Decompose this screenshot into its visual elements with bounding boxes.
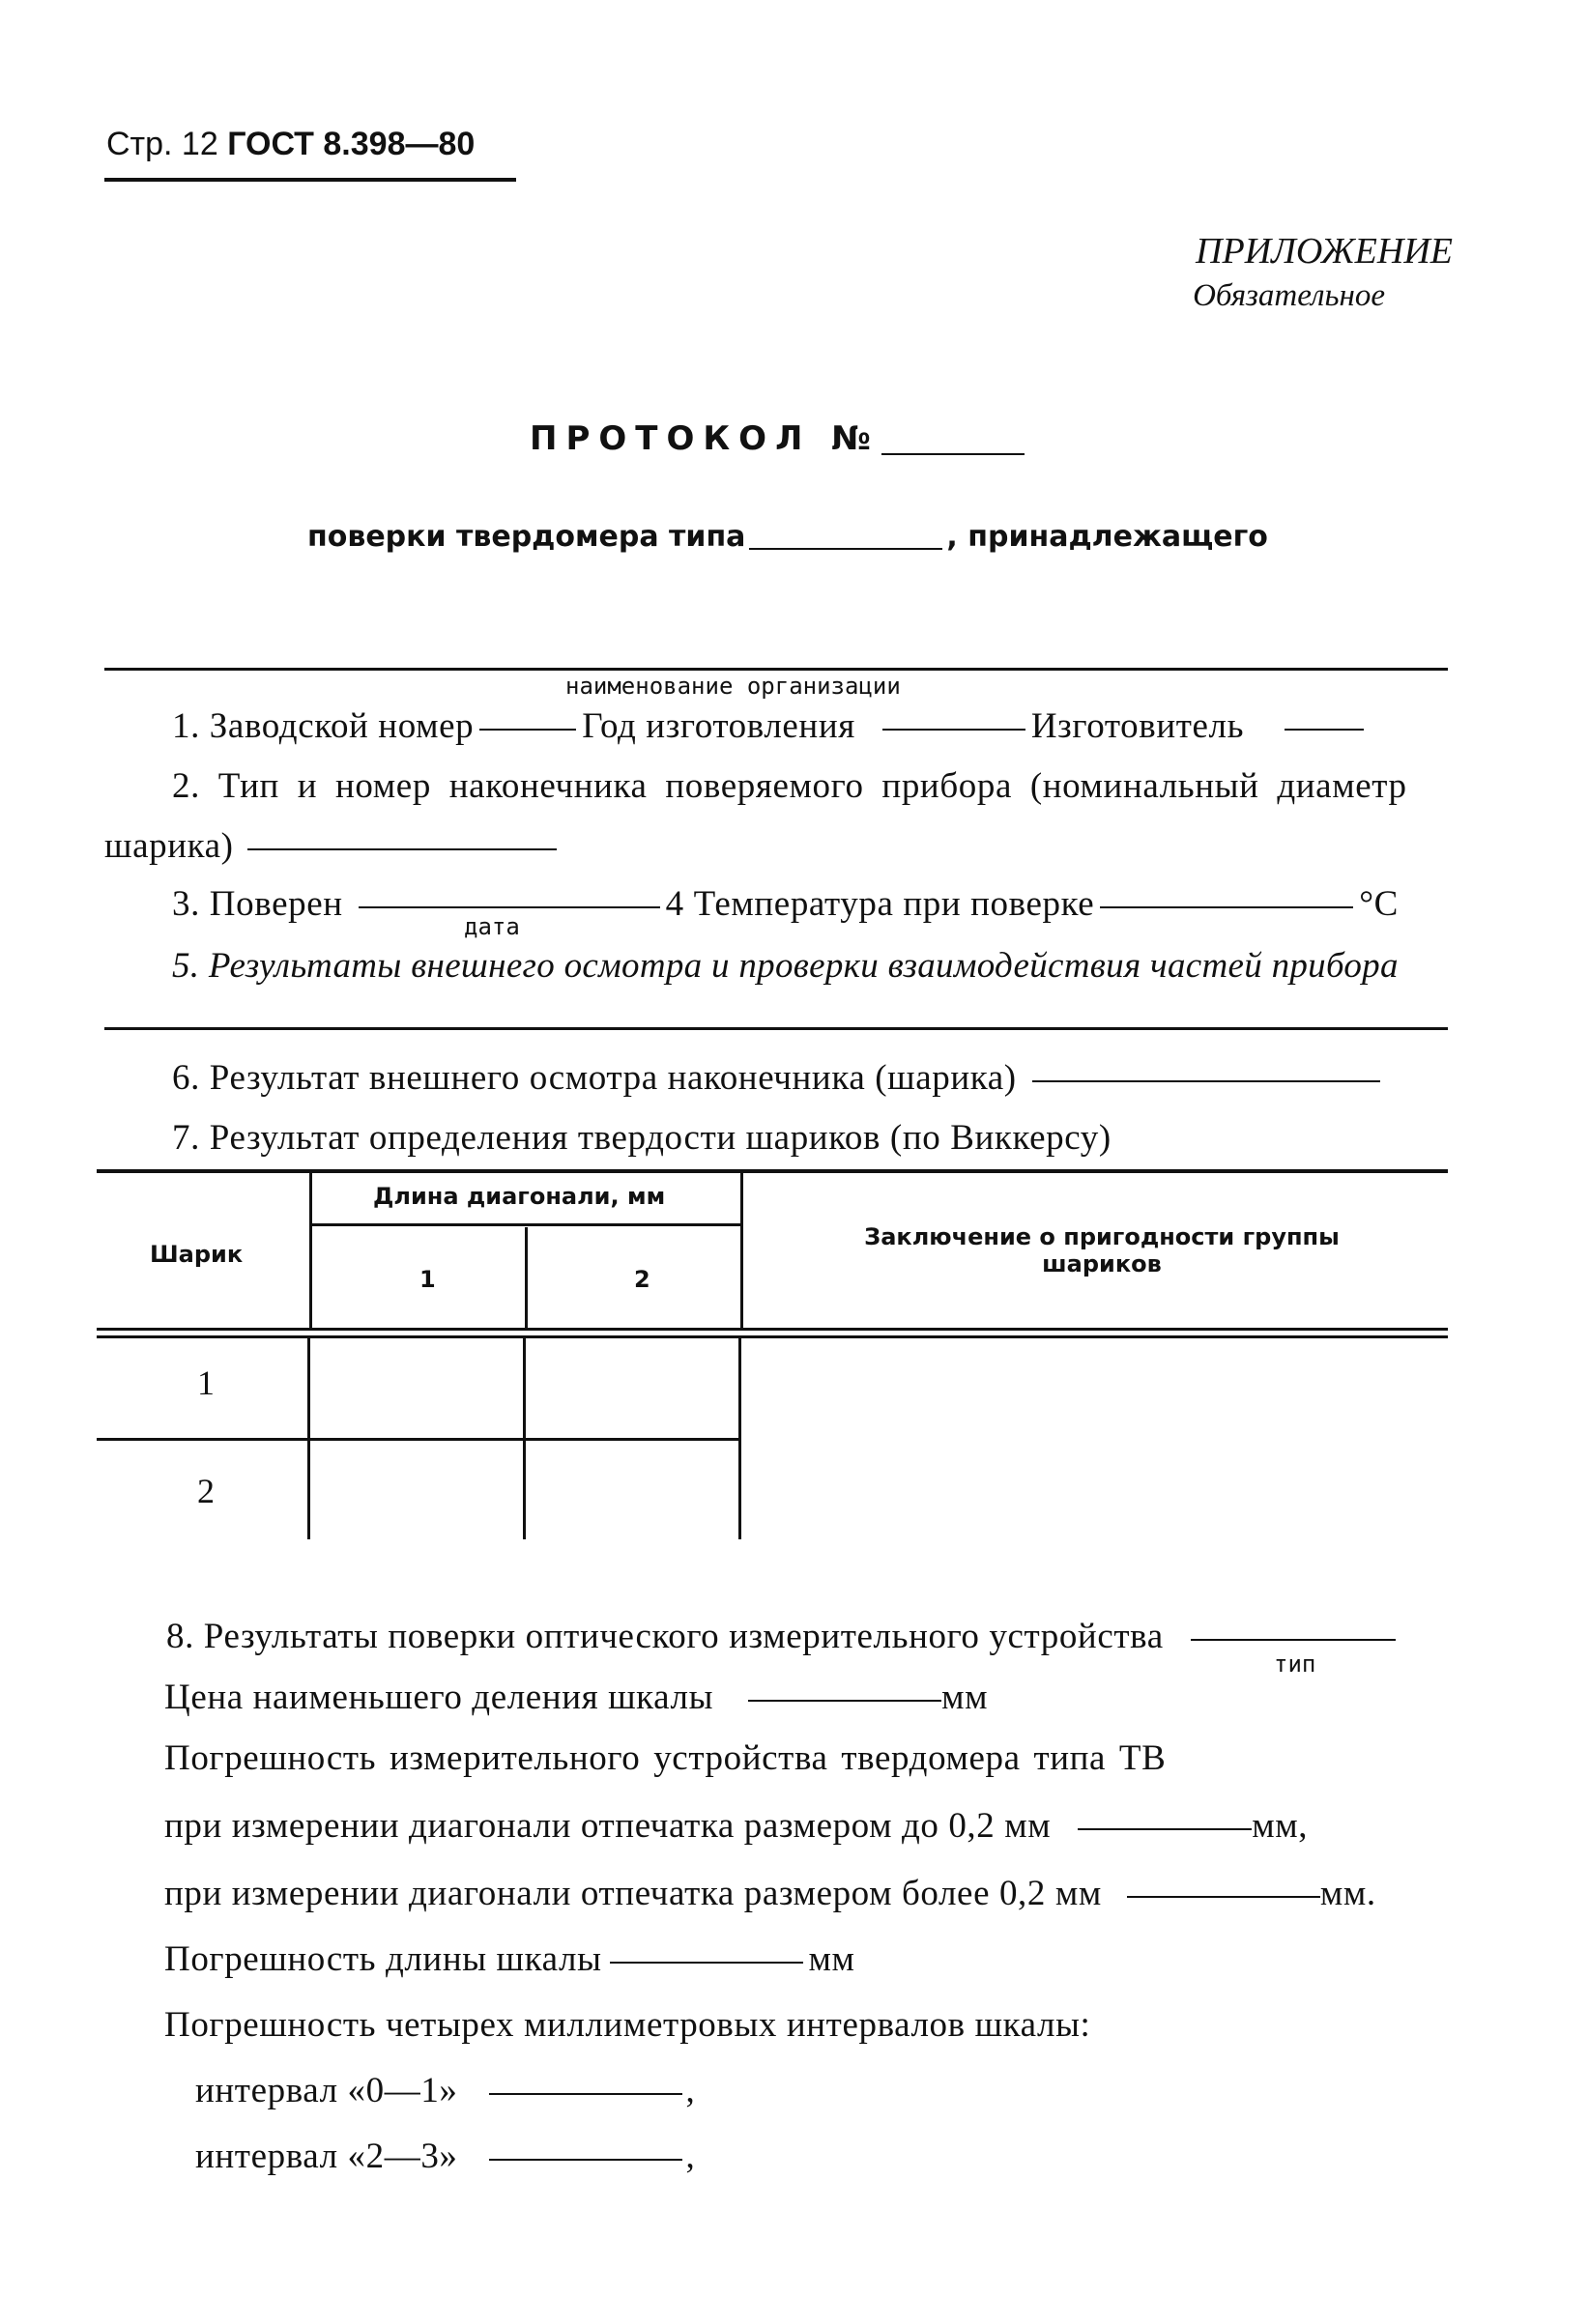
interval-23-comma: , xyxy=(685,2137,696,2176)
error-over-label: при измерении диагонали отпечатка размером более 0,2 мм xyxy=(164,1874,1102,1913)
col-conclusion-header: Заключение о пригодности группы шариков xyxy=(864,1223,1340,1277)
table-header-double-rule-b xyxy=(97,1335,1448,1338)
table-row-2-ball: 2 xyxy=(197,1472,215,1510)
protocol-title-text: ПРОТОКОЛ № xyxy=(530,419,881,458)
interval-01-row xyxy=(195,2070,695,2111)
scale-length-blank[interactable] xyxy=(610,1962,803,1964)
table-row-1-ball: 1 xyxy=(197,1363,215,1402)
page-label: Стр. 12 xyxy=(106,126,218,162)
interval-23-row xyxy=(195,2136,695,2177)
date-caption: дата xyxy=(464,913,520,940)
col-diagonal-sub-2: 2 xyxy=(634,1266,650,1293)
header-rule xyxy=(104,178,516,182)
optical-device-label: 8. Результаты поверки оптического измерительного устройства xyxy=(166,1617,1164,1656)
protocol-title xyxy=(530,419,1030,458)
verified-label: 3. Поверен xyxy=(172,884,343,924)
table-vline-2 xyxy=(740,1173,743,1328)
table-row-1-diag-2[interactable] xyxy=(527,1343,737,1436)
manufacture-year-blank[interactable] xyxy=(882,729,1025,731)
table-top-rule xyxy=(97,1169,1448,1173)
tip-inspection-blank[interactable] xyxy=(1032,1080,1380,1082)
device-type-blank[interactable] xyxy=(749,548,942,550)
table-conclusion-cell[interactable] xyxy=(742,1343,1438,1536)
scale-length-row xyxy=(164,1938,855,1980)
error-upto-label: при измерении диагонали отпечатка размером до 0,2 мм xyxy=(164,1806,1052,1846)
verified-date-blank[interactable] xyxy=(359,906,660,908)
table-subheader-rule xyxy=(312,1223,740,1226)
col-diagonal-sub-1: 1 xyxy=(419,1266,436,1293)
item-6-row xyxy=(172,1057,1386,1099)
organization-line[interactable] xyxy=(104,668,1448,671)
tip-type-blank[interactable] xyxy=(247,848,557,850)
error-over-blank[interactable] xyxy=(1127,1896,1320,1898)
manufacturer-blank[interactable] xyxy=(1285,729,1364,731)
table-body-vline-3 xyxy=(738,1338,741,1539)
item-2-ball-label: шарика) xyxy=(104,826,234,866)
error-upto-blank[interactable] xyxy=(1078,1828,1252,1830)
interval-01-blank[interactable] xyxy=(489,2093,682,2095)
manufacturer-label: Изготовитель xyxy=(1030,706,1245,746)
item-2-line1: 2. Тип и номер наконечника поверяемого прибора (номинальный диаметр xyxy=(172,766,1407,806)
error-over-row xyxy=(164,1873,1376,1914)
type-caption: тип xyxy=(1274,1650,1316,1678)
item-7: 7. Результат определения твердости шариков (по Виккерсу) xyxy=(172,1118,1112,1158)
doc-code: ГОСТ 8.398—80 xyxy=(227,126,476,162)
item-8-row xyxy=(166,1616,1401,1657)
item-3-4-row xyxy=(172,883,1399,925)
temperature-unit: °С xyxy=(1359,884,1399,924)
protocol-number-blank[interactable] xyxy=(881,453,1025,455)
temperature-label: 4 Температура при поверке xyxy=(665,884,1095,924)
scale-division-row xyxy=(164,1677,988,1718)
interval-01-comma: , xyxy=(685,2071,696,2110)
table-row-1-diag-1[interactable] xyxy=(311,1343,522,1436)
table-row-divider xyxy=(97,1438,738,1441)
device-error-title: Погрешность измерительного устройства твердомера типа ТВ xyxy=(164,1738,1167,1778)
error-upto-row xyxy=(164,1805,1308,1847)
serial-number-label: 1. Заводской номер xyxy=(172,706,475,746)
protocol-subtitle xyxy=(307,520,1268,554)
table-header-double-rule-a xyxy=(97,1328,1448,1331)
interval-23-blank[interactable] xyxy=(489,2159,682,2161)
appendix-subtitle: Обязательное xyxy=(1193,278,1385,313)
col-ball-header: Шарик xyxy=(150,1241,244,1268)
scale-division-unit: мм xyxy=(941,1678,989,1717)
col-diagonal-header: Длина диагонали, мм xyxy=(373,1183,666,1210)
appendix-title: ПРИЛОЖЕНИЕ xyxy=(1196,231,1453,272)
item-2-line2 xyxy=(104,825,563,867)
scale-length-label: Погрешность длины шкалы xyxy=(164,1939,602,1979)
interval-23-label: интервал «2—3» xyxy=(195,2137,458,2176)
subtitle-suffix: , принадлежащего xyxy=(946,520,1268,554)
scale-division-blank[interactable] xyxy=(748,1700,941,1702)
table-vline-1 xyxy=(309,1173,312,1328)
serial-number-blank[interactable] xyxy=(479,729,576,731)
intervals-title: Погрешность четырех миллиметровых интервалов шкалы: xyxy=(164,2005,1091,2045)
optical-device-type-blank[interactable] xyxy=(1191,1639,1396,1641)
error-upto-unit: мм, xyxy=(1252,1806,1309,1846)
tip-inspection-label: 6. Результат внешнего осмотра наконечника (шарика) xyxy=(172,1058,1017,1098)
interval-01-label: интервал «0—1» xyxy=(195,2071,458,2110)
table-row-2-diag-2[interactable] xyxy=(527,1444,737,1536)
item-1-row xyxy=(172,705,1370,747)
subtitle-prefix: поверки твердомера типа xyxy=(307,520,746,554)
organization-caption: наименование организации xyxy=(565,673,901,700)
error-over-unit: мм. xyxy=(1319,1874,1376,1913)
item-5: 5. Результаты внешнего осмотра и проверки взаимодействия частей прибора xyxy=(172,946,1399,986)
scale-division-label: Цена наименьшего деления шкалы xyxy=(164,1678,714,1717)
scale-length-unit: мм xyxy=(808,1939,855,1979)
temperature-blank[interactable] xyxy=(1100,906,1353,908)
page-header xyxy=(106,126,475,163)
manufacture-year-label: Год изготовления xyxy=(582,706,855,746)
table-row-2-diag-1[interactable] xyxy=(311,1444,522,1536)
item-5-line[interactable] xyxy=(104,1027,1448,1030)
table-vline-3 xyxy=(525,1227,528,1328)
